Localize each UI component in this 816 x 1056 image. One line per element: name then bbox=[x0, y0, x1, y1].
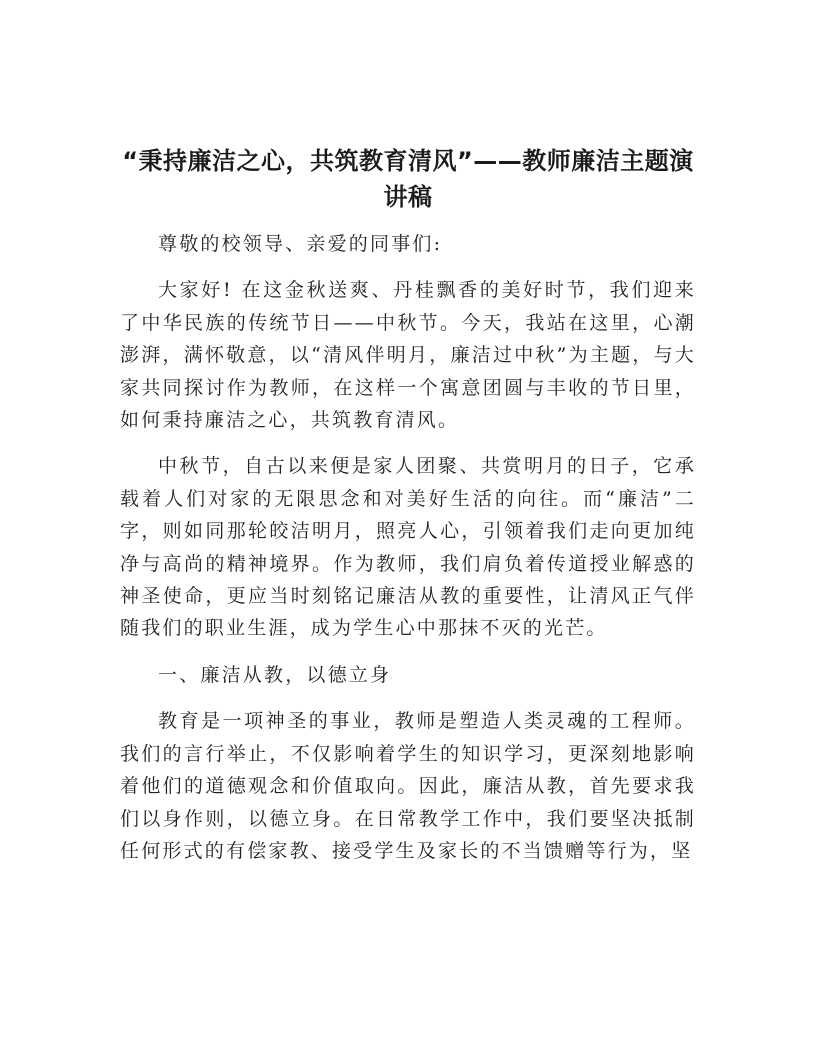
body-paragraph: 教育是一项神圣的事业，教师是塑造人类灵魂的工程师。我们的言行举止，不仅影响着学生的知识学习，更深刻地影响着他们的道德观念和价值取向。因此，廉洁从教，首先要求我们以身作则，以德立身。在日常教学工作中，我们要坚决抵制任何形式的有偿家教、接受学生及家长的不当馈赠等行为，坚 bbox=[120, 710, 696, 862]
document-title: “秉持廉洁之心，共筑教育清风”——教师廉洁主题演讲稿 bbox=[122, 147, 694, 211]
document-body bbox=[120, 228, 696, 881]
section-heading: 一、廉洁从教，以德立身 bbox=[158, 663, 392, 686]
salutation-paragraph: 尊敬的校领导、亲爱的同事们: bbox=[158, 233, 443, 255]
body-paragraph: 中秋节，自古以来便是家人团聚、共赏明月的日子，它承载着人们对家的无限思念和对美好生活的向往。而“廉洁”二字，则如同那轮皎洁明月，照亮人心，引领着我们走向更加纯净与高尚的精神境界。作为教师，我们肩负着传道授业解惑的神圣使命，更应当时刻铭记廉洁从教的重要性，让清风正气伴随我们的职业生涯，成为学生心中那抹不灭的光芒。 bbox=[120, 455, 696, 640]
body-paragraph: 大家好! 在这金秋送爽、丹桂飘香的美好时节，我们迎来了中华民族的传统节日——中秋节。今天，我站在这里，心潮澎湃，满怀敬意，以“清风伴明月，廉洁过中秋”为主题，与大家共同探讨作为教师，在这样一个寓意团圆与丰收的节日里，如何秉持廉洁之心，共筑教育清风。 bbox=[120, 279, 696, 432]
